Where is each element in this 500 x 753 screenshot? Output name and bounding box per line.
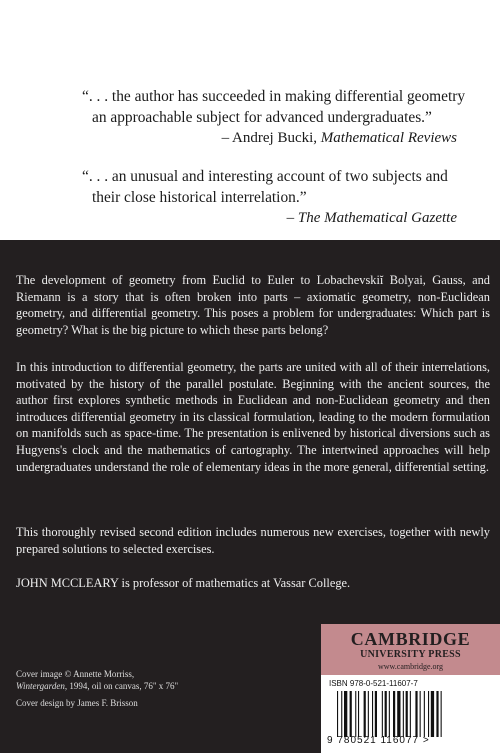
quote-attribution-1	[222, 130, 457, 147]
attribution-author: –	[286, 210, 298, 226]
description-paragraph-1	[16, 272, 490, 338]
quote-line: an approachable subject for advanced undergraduates.”	[92, 109, 432, 126]
quote-line: their close historical interrelation.”	[92, 189, 307, 206]
quote-line: “. . . an unusual and interesting account of two subjects and	[82, 168, 448, 185]
cover-design-credit	[16, 697, 138, 709]
author-bio	[16, 575, 490, 592]
attribution-source: Mathematical Reviews	[320, 130, 457, 146]
quote-line: “. . . the author has succeeded in making differential geometry	[82, 88, 466, 105]
attribution-source: The Mathematical Gazette	[297, 210, 457, 226]
isbn-label: ISBN 978-0-521-11607-7	[329, 679, 418, 688]
publisher-subtitle: UNIVERSITY PRESS	[360, 649, 461, 660]
paragraph-text: This thoroughly revised second edition includes numerous new exercises, together with newly prepared solutions to selected exercises.	[16, 525, 490, 556]
publisher-logo	[321, 624, 500, 675]
artwork-title: Wintergarden	[16, 681, 65, 691]
publisher-name: CAMBRIDGE	[350, 629, 471, 649]
cover-image-credit	[16, 668, 178, 692]
paragraph-text: In this introduction to differential geometry, the parts are united with all of their interrelations, motivated by the history of the parallel postulate. Beginning with the ancient sources, the author first explores synthetic methods in Euclidean and non-Euclidean geometry and then introduces differential geometry in its classical formulation, leading to the modern formulation on manifolds such as space-time. The presentation is enlivened by historical diversions such as Hugyens's clock and the mathematics of cartography. The intertwined approaches will help undergraduates understand the role of elementary ideas in the more general, differential setting.	[16, 360, 490, 474]
review-quote-1	[82, 86, 482, 128]
credit-text: Cover image © Annette Morriss,	[16, 669, 135, 679]
description-paragraph-2	[16, 359, 490, 475]
barcode-number: 9 780521 116077 >	[327, 735, 430, 746]
credit-text: , 1994, oil on canvas, 76" x 76"	[64, 681, 179, 691]
barcode-image	[337, 691, 487, 737]
attribution-author: – Andrej Bucki,	[221, 130, 321, 146]
review-quote-2	[82, 166, 482, 208]
quote-attribution-2	[287, 210, 457, 227]
paragraph-text: JOHN MCCLEARY is professor of mathematics at Vassar College.	[16, 576, 351, 590]
paragraph-text: The development of geometry from Euclid to Euler to Lobachevskiĭ Bolyai, Gauss, and Riemann is a story that is often broken into parts – axiomatic geometry, non-Euclidean geometry, and differential geometry. This poses a problem for undergraduates: Which part is geometry? What is the big picture to which these parts belong?	[16, 273, 490, 337]
review-quotes-panel	[0, 0, 500, 240]
barcode-panel	[321, 675, 500, 753]
publisher-url: www.cambridge.org	[377, 662, 444, 671]
credit-text: Cover design by James F. Brisson	[16, 698, 138, 708]
description-paragraph-3	[16, 524, 490, 557]
